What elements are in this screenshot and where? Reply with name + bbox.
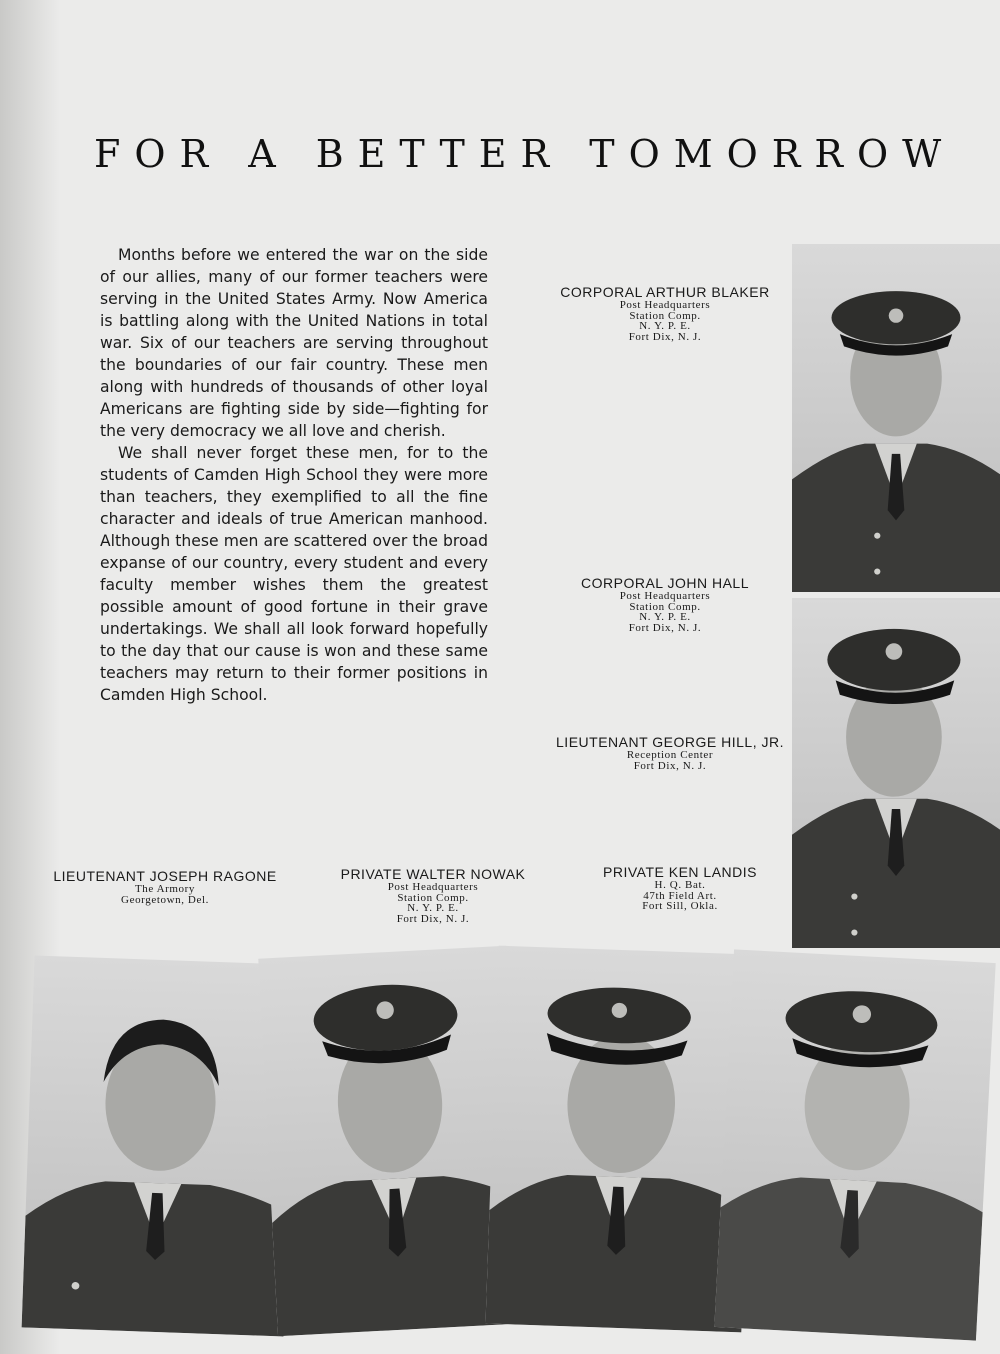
caption-line: Fort Dix, N. J. <box>633 759 707 772</box>
caption-nowak <box>318 866 548 924</box>
photo-nowak <box>258 946 525 1336</box>
caption-name: CORPORAL ARTHUR BLAKER <box>560 284 770 300</box>
caption-line: Fort Dix, N. J. <box>628 330 702 343</box>
photo-hill <box>792 598 1000 948</box>
caption-name: CORPORAL JOHN HALL <box>581 575 749 591</box>
caption-name: LIEUTENANT JOSEPH RAGONE <box>53 868 277 884</box>
photo-landis <box>485 946 754 1333</box>
caption-name: LIEUTENANT GEORGE HILL, JR. <box>556 734 784 750</box>
paragraph-1: Months before we entered the war on the side of our allies, many of our former teachers were serving in the United States Army. Now America is battling along with the United Nations in total war. Six of our teachers are serving throughout the boundaries of our fair country. These men along with hundreds of thousands of other loyal Americans are fighting side by side—fighting for the very democracy we all love and cherish. <box>100 246 488 440</box>
caption-hill <box>540 734 800 771</box>
caption-line: N. Y. P. E. <box>407 902 459 914</box>
caption-line: 47th Field Art. <box>643 889 717 902</box>
caption-line: Reception Center <box>626 749 714 761</box>
caption-line: H. Q. Bat. <box>654 879 706 891</box>
photo-blaker <box>792 244 1000 592</box>
paragraph-2: We shall never forget these men, for to the students of Camden High School they were more than teachers, they exemplified to all the fine character and ideals of true American manhood. Although these men are scattered over the broad expanse of our country, every student and every faculty member wishes them the greatest possible amount of good fortune in their grave undertakings. We shall all look forward hopefully to the day that our cause is won and these same teachers may return to their former positions in Camden High School. <box>100 444 488 704</box>
caption-ragone <box>40 868 290 905</box>
caption-line: Georgetown, Del. <box>121 893 209 906</box>
caption-line: Post Headquarters <box>387 881 479 893</box>
caption-name: PRIVATE KEN LANDIS <box>603 864 757 880</box>
caption-line: Station Comp. <box>629 600 701 613</box>
caption-line: Post Headquarters <box>619 299 711 311</box>
caption-hall <box>555 575 775 633</box>
caption-blaker <box>540 284 790 342</box>
photo-ragone <box>22 956 297 1337</box>
caption-line: The Armory <box>134 883 196 895</box>
caption-line: N. Y. P. E. <box>639 611 691 623</box>
caption-line: Fort Dix, N. J. <box>628 621 702 634</box>
photo-officer <box>714 949 995 1340</box>
caption-landis <box>580 864 780 912</box>
caption-line: Fort Dix, N. J. <box>396 912 470 925</box>
caption-name: PRIVATE WALTER NOWAK <box>340 866 526 882</box>
caption-line: Station Comp. <box>629 309 701 322</box>
caption-line: N. Y. P. E. <box>639 320 691 332</box>
caption-line: Post Headquarters <box>619 590 711 602</box>
article-body <box>100 244 488 706</box>
caption-line: Fort Sill, Okla. <box>642 900 718 912</box>
caption-line: Station Comp. <box>397 891 469 904</box>
page-title: FOR A BETTER TOMORROW <box>94 132 956 176</box>
